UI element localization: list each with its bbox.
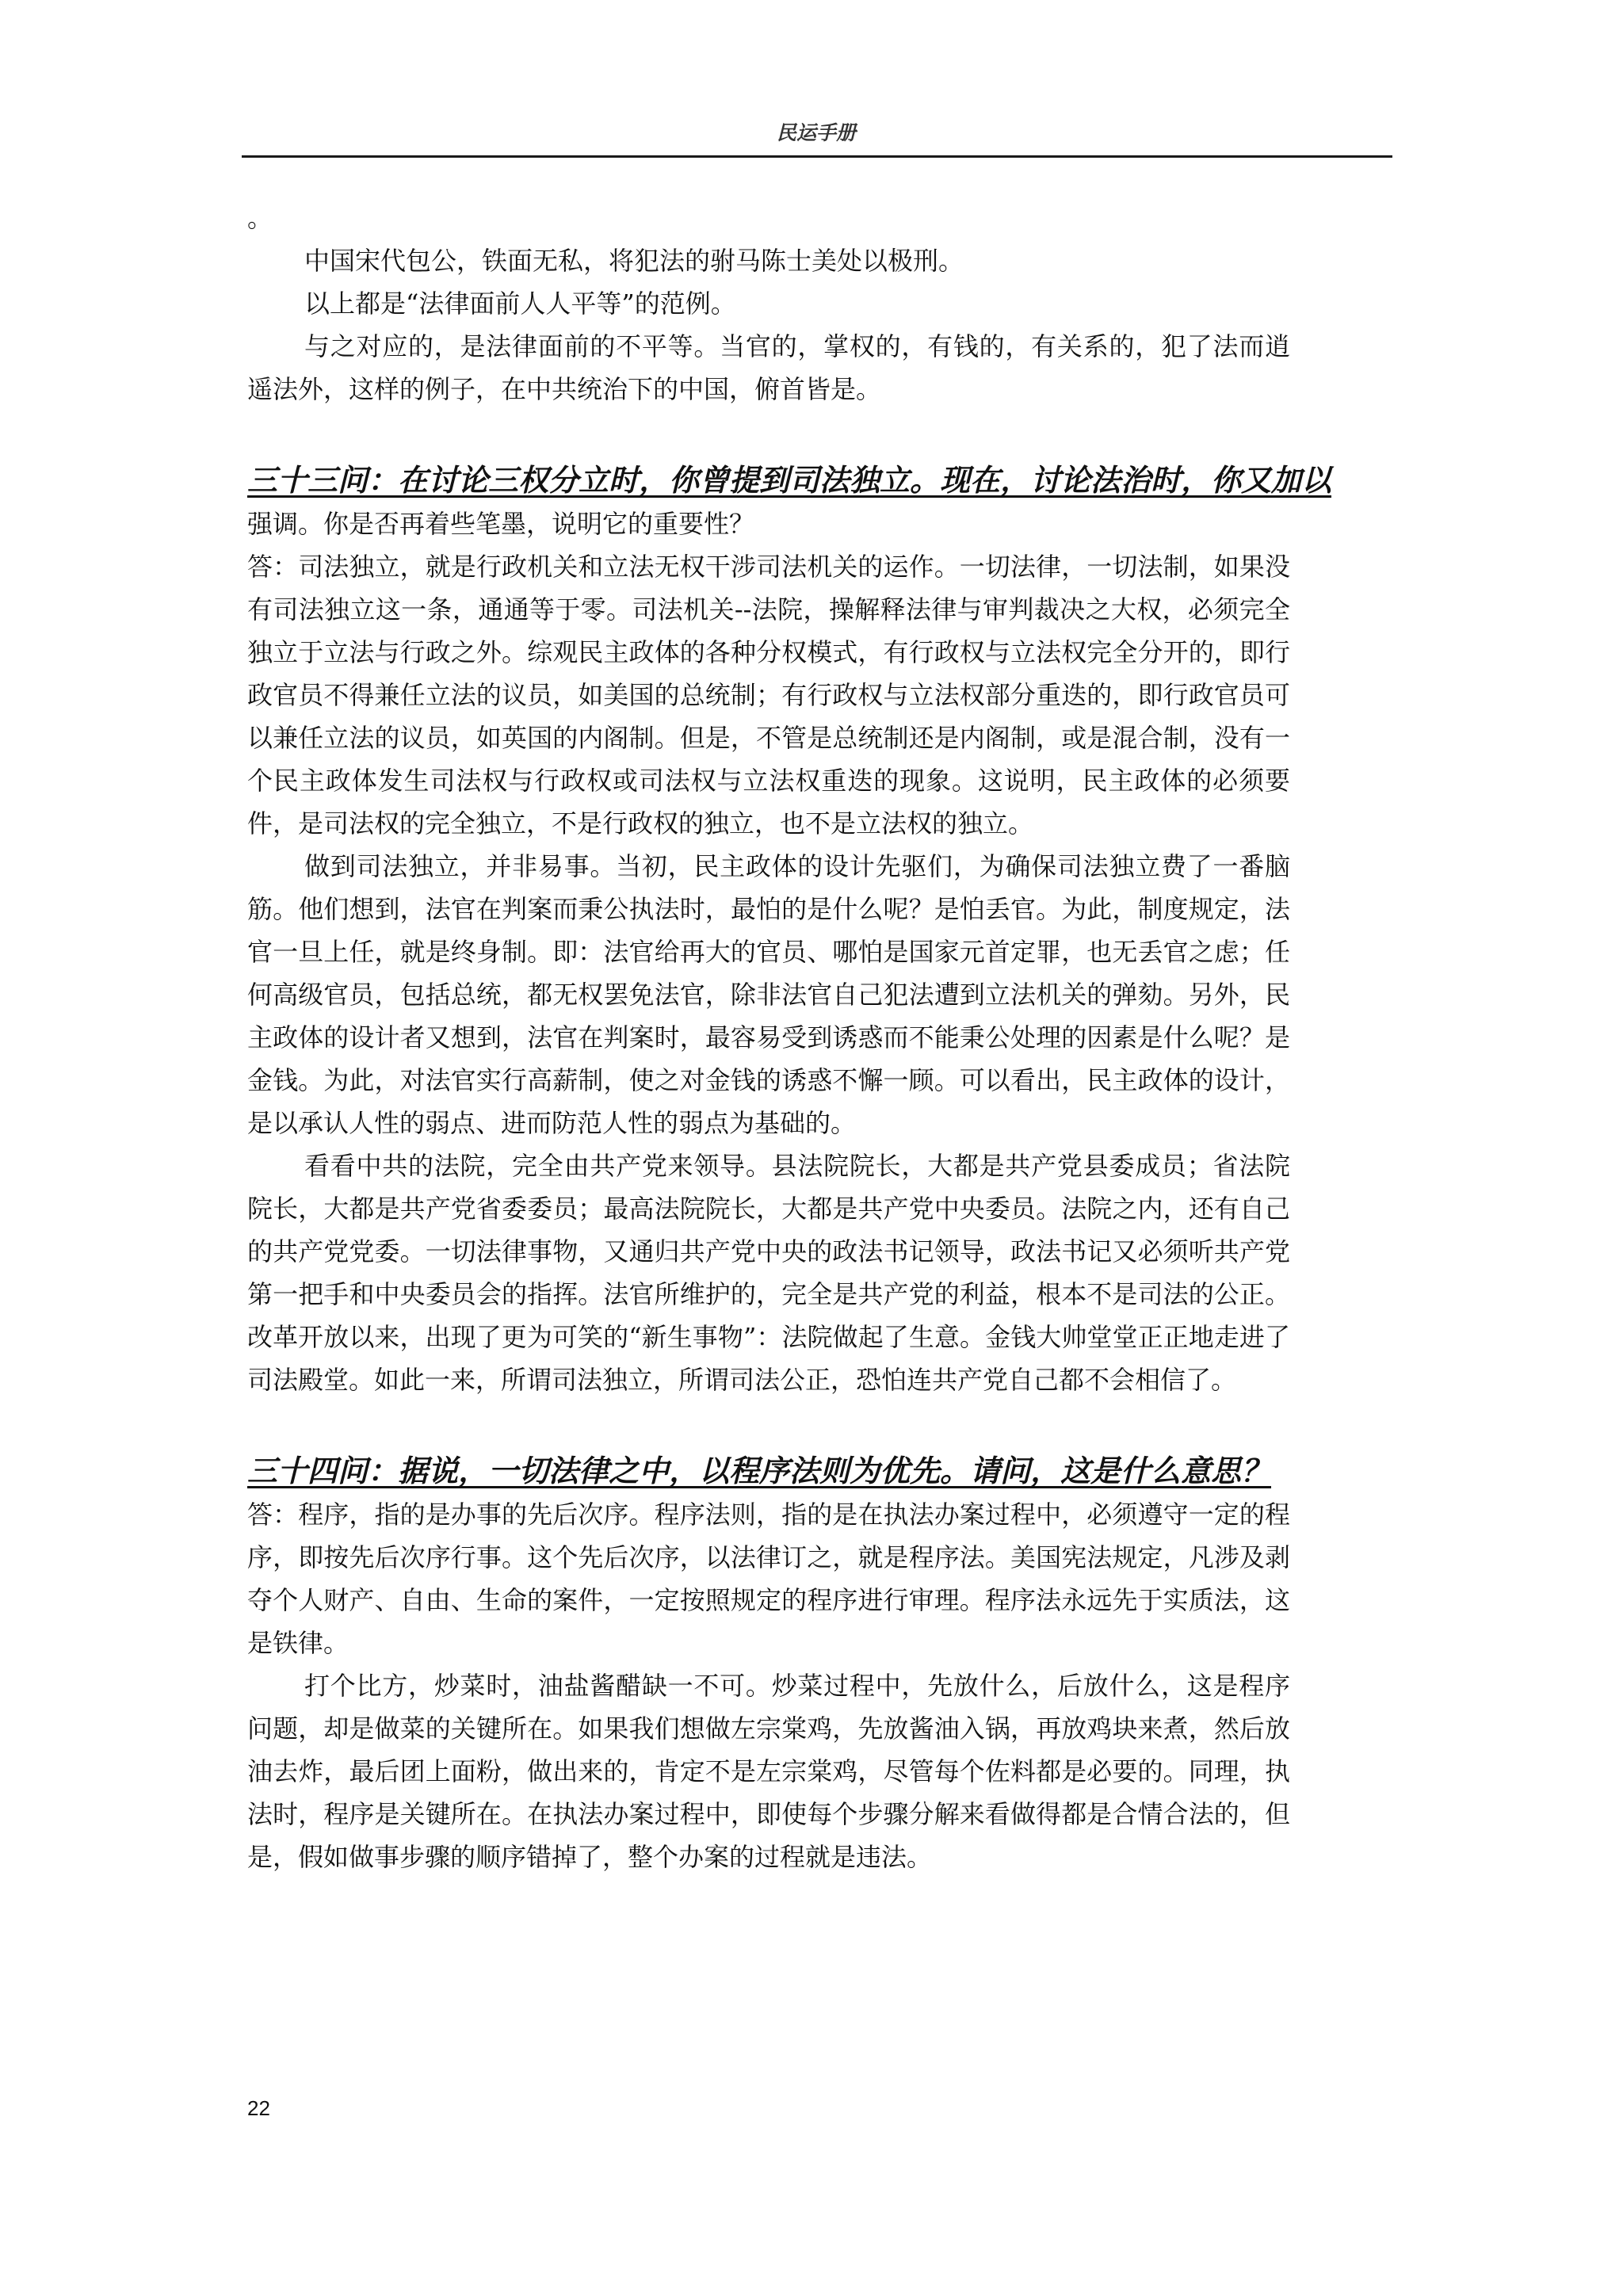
question-34-answer-paragraph: 答：程序，指的是办事的先后次序。程序法则，指的是在执法办案过程中，必须遵守一定的程序，即按先后次序行事。这个先后次序，以法律订之，就是程序法。美国宪法规定，凡涉及剥夺个人财产、自由、生命的案件，一定按照规定的程序进行审理。程序法永远先于实质法，这是铁律。: [247, 1499, 1290, 1658]
intro-paragraph-examples: 以上都是“法律面前人人平等”的范例。: [304, 288, 736, 319]
question-33-paragraph: 看看中共的法院，完全由共产党来领导。县法院院长，大都是共产党县委成员；省法院院长，大都是共产党省委委员；最高法院院长，大都是共产党中央委员。法院之内，还有自己的共产党党委。一切法律事物，又通归共产党中央的政法书记领导，政法书记又必须听共产党第一把手和中央委员会的指挥。法官所维护的，完全是共产党的利益，根本不是司法的公正。改革开放以来，出现了更为可笑的“新生事物”：法院做起了生意。金钱大帅堂堂正正地走进了司法殿堂。如此一来，所谓司法独立，所谓司法公正，恐怕连共产党自己都不会相信了。: [247, 1151, 1290, 1395]
header-divider: [242, 155, 1392, 158]
question-33-heading-continuation: 强调。你是否再着些笔墨，说明它的重要性？: [247, 509, 755, 539]
question-34-paragraph: 打个比方，炒菜时，油盐酱醋缺一不可。炒菜过程中，先放什么，后放什么，这是程序问题，却是做菜的关键所在。如果我们想做左宗棠鸡，先放酱油入锅，再放鸡块来煮，然后放油去炸，最后团上面粉，做出来的，肯定不是左宗棠鸡，尽管每个佐料都是必要的。同理，执法时，程序是关键所在。在执法办案过程中，即使每个步骤分解来看做得都是合情合法的，但是，假如做事步骤的顺序错掉了，整个办案的过程就是违法。: [247, 1671, 1290, 1872]
intro-paragraph-fragment: 。: [247, 203, 273, 233]
page-body: [247, 197, 1332, 1878]
running-header-title: 民运手册: [776, 121, 856, 144]
question-33-answer-paragraph: 答：司法独立，就是行政机关和立法无权干涉司法机关的运作。一切法律，一切法制，如果没有司法独立这一条，通通等于零。司法机关--法院，操解释法律与审判裁决之大权，必须完全独立于立法与行政之外。综观民主政体的各种分权模式，有行政权与立法权完全分开的，即行政官员不得兼任立法的议员，如美国的总统制；有行政权与立法权部分重迭的，即行政官员可以兼任立法的议员，如英国的内阁制。但是，不管是总统制还是内阁制，或是混合制，没有一个民主政体发生司法权与行政权或司法权与立法权重迭的现象。这说明，民主政体的必须要件，是司法权的完全独立，不是行政权的独立，也不是立法权的独立。: [247, 552, 1290, 839]
question-34-heading: 三十四问：据说，一切法律之中，以程序法则为优先。请问，这是什么意思？: [247, 1453, 1272, 1488]
question-33-heading: 三十三问：在讨论三权分立时，你曾提到司法独立。现在，讨论法治时，你又加以: [247, 462, 1332, 498]
page-number: 22: [247, 2096, 270, 2120]
question-33-paragraph: 做到司法独立，并非易事。当初，民主政体的设计先驱们，为确保司法独立费了一番脑筋。他们想到，法官在判案而秉公执法时，最怕的是什么呢？是怕丢官。为此，制度规定，法官一旦上任，就是终身制。即：法官给再大的官员、哪怕是国家元首定罪，也无丢官之虑；任何高级官员，包括总统，都无权罢免法官，除非法官自己犯法遭到立法机关的弹劾。另外，民主政体的设计者又想到，法官在判案时，最容易受到诱惑而不能秉公处理的因素是什么呢？是金钱。为此，对法官实行高薪制，使之对金钱的诱惑不懈一顾。可以看出，民主政体的设计，是以承认人性的弱点、进而防范人性的弱点为基础的。: [247, 851, 1290, 1138]
intro-paragraph-inequality: 与之对应的，是法律面前的不平等。当官的，掌权的，有钱的，有关系的，犯了法而逍遥法外，这样的例子，在中共统治下的中国，俯首皆是。: [247, 331, 1290, 404]
intro-paragraph-baogong: 中国宋代包公，铁面无私，将犯法的驸马陈士美处以极刑。: [304, 246, 964, 276]
